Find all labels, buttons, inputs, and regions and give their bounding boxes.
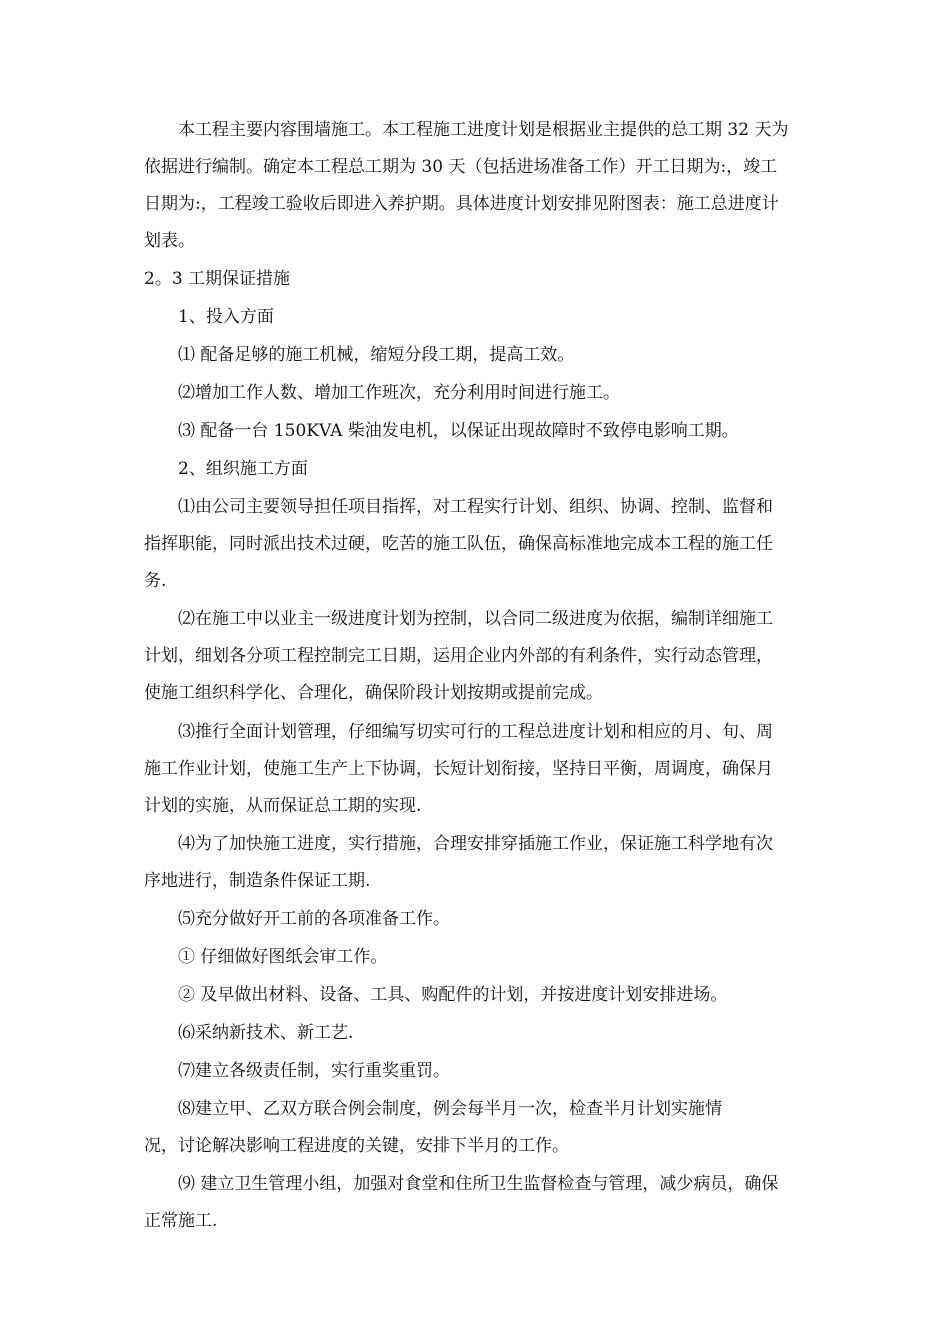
text-line: 计划的实施，从而保证总工期的实现. (144, 796, 422, 816)
subsection-heading: 1、投入方面 (178, 307, 274, 327)
text-line: ⑶推行全面计划管理，仔细编写切实可行的工程总进度计划和相应的月、旬、周 (178, 722, 773, 742)
text-line: 使施工组织科学化、合理化，确保阶段计划按期或提前完成。 (144, 683, 603, 703)
text-line: ① 仔细做好图纸会审工作。 (178, 947, 388, 967)
text-line: 指挥职能，同时派出技术过硬，吃苦的施工队伍，确保高标准地完成本工程的施工任 (144, 534, 773, 554)
text-line: 序地进行，制造条件保证工期. (144, 871, 371, 891)
text-line: 计划，细划各分项工程控制完工日期，运用企业内外部的有利条件，实行动态管理， (144, 646, 773, 666)
text-line: ⑷为了加快施工进度，实行措施，合理安排穿插施工作业，保证施工科学地有次 (178, 834, 773, 854)
subsection-heading: 2、组织施工方面 (178, 459, 308, 479)
text-line: ⑵在施工中以业主一级进度计划为控制，以合同二级进度为依据，编制详细施工 (178, 609, 773, 629)
text-line: 划表。 (144, 231, 195, 251)
text-line: ⑶ 配备一台 150KVA 柴油发电机，以保证出现故障时不致停电影响工期。 (178, 421, 739, 441)
text-line: ⑹采纳新技术、新工艺. (178, 1023, 354, 1043)
text-line: 本工程主要内容围墙施工。本工程施工进度计划是根据业主提供的总工期 32 天为 (178, 120, 789, 140)
text-line: ⑴ 配备足够的施工机械，缩短分段工期，提高工效。 (178, 345, 575, 365)
text-line: 施工作业计划，使施工生产上下协调，长短计划衔接，坚持日平衡，周调度，确保月 (144, 759, 773, 779)
text-line: ⑸充分做好开工前的各项准备工作。 (178, 909, 450, 929)
text-line: 况，讨论解决影响工程进度的关键，安排下半月的工作。 (144, 1136, 569, 1156)
text-line: ⑻建立甲、乙双方联合例会制度，例会每半月一次，检查半月计划实施情 (178, 1099, 722, 1119)
text-line: ⑴由公司主要领导担任项目指挥，对工程实行计划、组织、协调、控制、监督和 (178, 497, 773, 517)
text-line: ⑺建立各级责任制，实行重奖重罚。 (178, 1061, 450, 1081)
text-line: 务. (144, 571, 167, 591)
text-line: ⑵增加工作人数、增加工作班次，充分利用时间进行施工。 (178, 383, 620, 403)
section-heading: 2。3 工期保证措施 (144, 269, 291, 289)
text-line: ⑼ 建立卫生管理小组，加强对食堂和住所卫生监督检查与管理，减少病员，确保 (178, 1174, 779, 1194)
text-line: ② 及早做出材料、设备、工具、购配件的计划，并按进度计划安排进场。 (178, 985, 728, 1005)
text-line: 正常施工. (144, 1211, 218, 1231)
text-line: 依据进行编制。确定本工程总工期为 30 天（包括进场准备工作）开工日期为:，竣工 (144, 157, 778, 177)
text-line: 日期为:，工程竣工验收后即进入养护期。具体进度计划安排见附图表：施工总进度计 (144, 194, 779, 214)
